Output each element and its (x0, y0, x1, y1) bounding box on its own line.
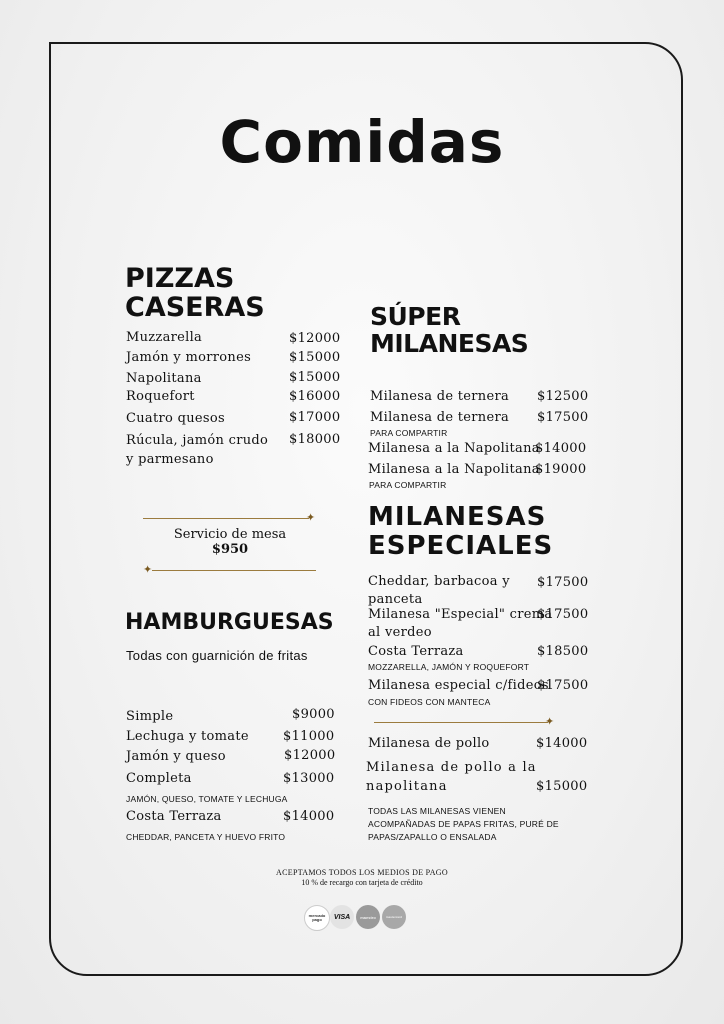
menu-item-price: $17500 (537, 607, 589, 622)
menu-item-price: $9000 (292, 707, 335, 722)
menu-item-name: Cuatro quesos (126, 411, 225, 426)
menu-item-name: Completa (126, 771, 192, 786)
maestro-logo-icon (356, 905, 380, 929)
menu-item-name-cont: napolitana (366, 779, 448, 794)
visa-logo-icon (330, 905, 354, 929)
menu-item-price: $12500 (537, 389, 589, 404)
super-heading-line1: SÚPER (370, 302, 461, 331)
sparkle-icon: ✦ (143, 563, 153, 576)
menu-item-note: PARA COMPARTIR (369, 480, 447, 490)
menu-item-price: $12000 (284, 748, 336, 763)
menu-item-name: Roquefort (126, 389, 195, 404)
menu-item-price: $14000 (535, 441, 587, 456)
menu-item-price: $15000 (289, 350, 341, 365)
mastercard-logo-icon (382, 905, 406, 929)
menu-item-note: JAMÓN, QUESO, TOMATE Y LECHUGA (126, 794, 288, 804)
payment-surcharge: 10 % de recargo con tarjeta de crédito (301, 878, 423, 887)
menu-item-price: $13000 (283, 771, 335, 786)
menu-item-price: $16000 (289, 389, 341, 404)
menu-item-price: $15000 (536, 779, 588, 794)
menu-item-price: $15000 (289, 370, 341, 385)
menu-item-note: CON FIDEOS CON MANTECA (368, 697, 491, 707)
menu-item-name: Milanesa de ternera (370, 389, 510, 404)
footer-note-line: ACOMPAÑADAS DE PAPAS FRITAS, PURÉ DE (368, 818, 559, 829)
menu-item-name: Muzzarella (126, 330, 203, 345)
divider-line (152, 570, 316, 571)
menu-item-name: Napolitana (126, 371, 202, 386)
pizzas-heading-line1: PIZZAS (125, 263, 235, 294)
menu-item-name: Lechuga y tomate (126, 729, 249, 744)
menu-item-name: Milanesa especial c/fideos (368, 678, 549, 693)
menu-item-price: $17500 (537, 410, 589, 425)
menu-item-name: Cheddar, barbacoa y (368, 574, 510, 589)
menu-item-price: $17500 (537, 575, 589, 590)
super-heading-line2: MILANESAS (370, 329, 529, 358)
menu-item-price: $18500 (537, 644, 589, 659)
menu-item-price: $14000 (536, 736, 588, 751)
menu-item-name: Rúcula, jamón crudo (126, 433, 269, 448)
menu-item-price: $11000 (283, 729, 335, 744)
menu-item-price: $17000 (289, 410, 341, 425)
menu-item-name: Milanesa a la Napolitana (368, 462, 540, 477)
menu-item-name: Costa Terraza (126, 809, 222, 824)
menu-item-name: Milanesa de pollo a la (366, 760, 537, 775)
menu-item-price: $12000 (289, 331, 341, 346)
sparkle-icon: ✦ (545, 715, 555, 728)
sparkle-icon: ✦ (306, 511, 316, 524)
menu-item-name: Milanesa "Especial" crema (368, 607, 553, 622)
divider-line (143, 518, 309, 519)
especiales-heading (368, 504, 553, 559)
menu-item-name: Costa Terraza (368, 644, 464, 659)
footer-note-line: PAPAS/ZAPALLO O ENSALADA (368, 831, 497, 842)
service-charge (150, 528, 310, 558)
menu-item-name: Milanesa de ternera (370, 410, 510, 425)
menu-item-price: $18000 (289, 432, 341, 447)
payment-heading: ACEPTAMOS TODOS LOS MEDIOS DE PAGO (276, 868, 448, 877)
menu-item-name: Jamón y morrones (126, 350, 252, 365)
milanesas-footer-note (368, 805, 559, 843)
divider-line (374, 722, 548, 723)
especiales-heading-line1: MILANESAS (368, 502, 547, 532)
menu-item-name: Milanesa a la Napolitana (368, 441, 540, 456)
menu-item-note: PARA COMPARTIR (370, 428, 448, 438)
pizzas-heading (125, 265, 265, 321)
footer-note-line: TODAS LAS MILANESAS VIENEN (368, 806, 506, 816)
especiales-heading-line2: ESPECIALES (368, 531, 554, 561)
logo-label: mastercard (385, 915, 403, 919)
menu-item-name-cont: y parmesano (126, 452, 214, 467)
menu-item-name: Milanesa de pollo (368, 736, 490, 751)
menu-item-price: $14000 (283, 809, 335, 824)
menu-item-name: Simple (126, 709, 174, 724)
menu-item-name: Jamón y queso (126, 749, 226, 764)
pizzas-heading-line2: CASERAS (125, 292, 265, 323)
page-title: Comidas (219, 108, 505, 176)
menu-item-price: $19000 (535, 462, 587, 477)
logo-label: maestro (360, 914, 376, 920)
menu-item-price: $17500 (537, 678, 589, 693)
service-charge-label: Servicio de mesa (173, 527, 287, 542)
menu-item-note: MOZZARELLA, JAMÓN Y ROQUEFORT (368, 662, 530, 672)
menu-item-name-cont: al verdeo (368, 625, 432, 640)
menu-item-name-cont: panceta (368, 592, 423, 607)
menu-item-note: CHEDDAR, PANCETA Y HUEVO FRITO (126, 832, 286, 842)
logo-label: mercado pago (308, 913, 326, 922)
logo-label: VISA (333, 913, 351, 921)
hamburguesas-subtitle: Todas con guarnición de fritas (126, 648, 308, 663)
mercado-pago-logo-icon (304, 905, 330, 931)
service-charge-price: $950 (211, 541, 249, 557)
hamburguesas-heading: HAMBURGUESAS (125, 610, 334, 635)
super-milanesas-heading (370, 304, 528, 356)
